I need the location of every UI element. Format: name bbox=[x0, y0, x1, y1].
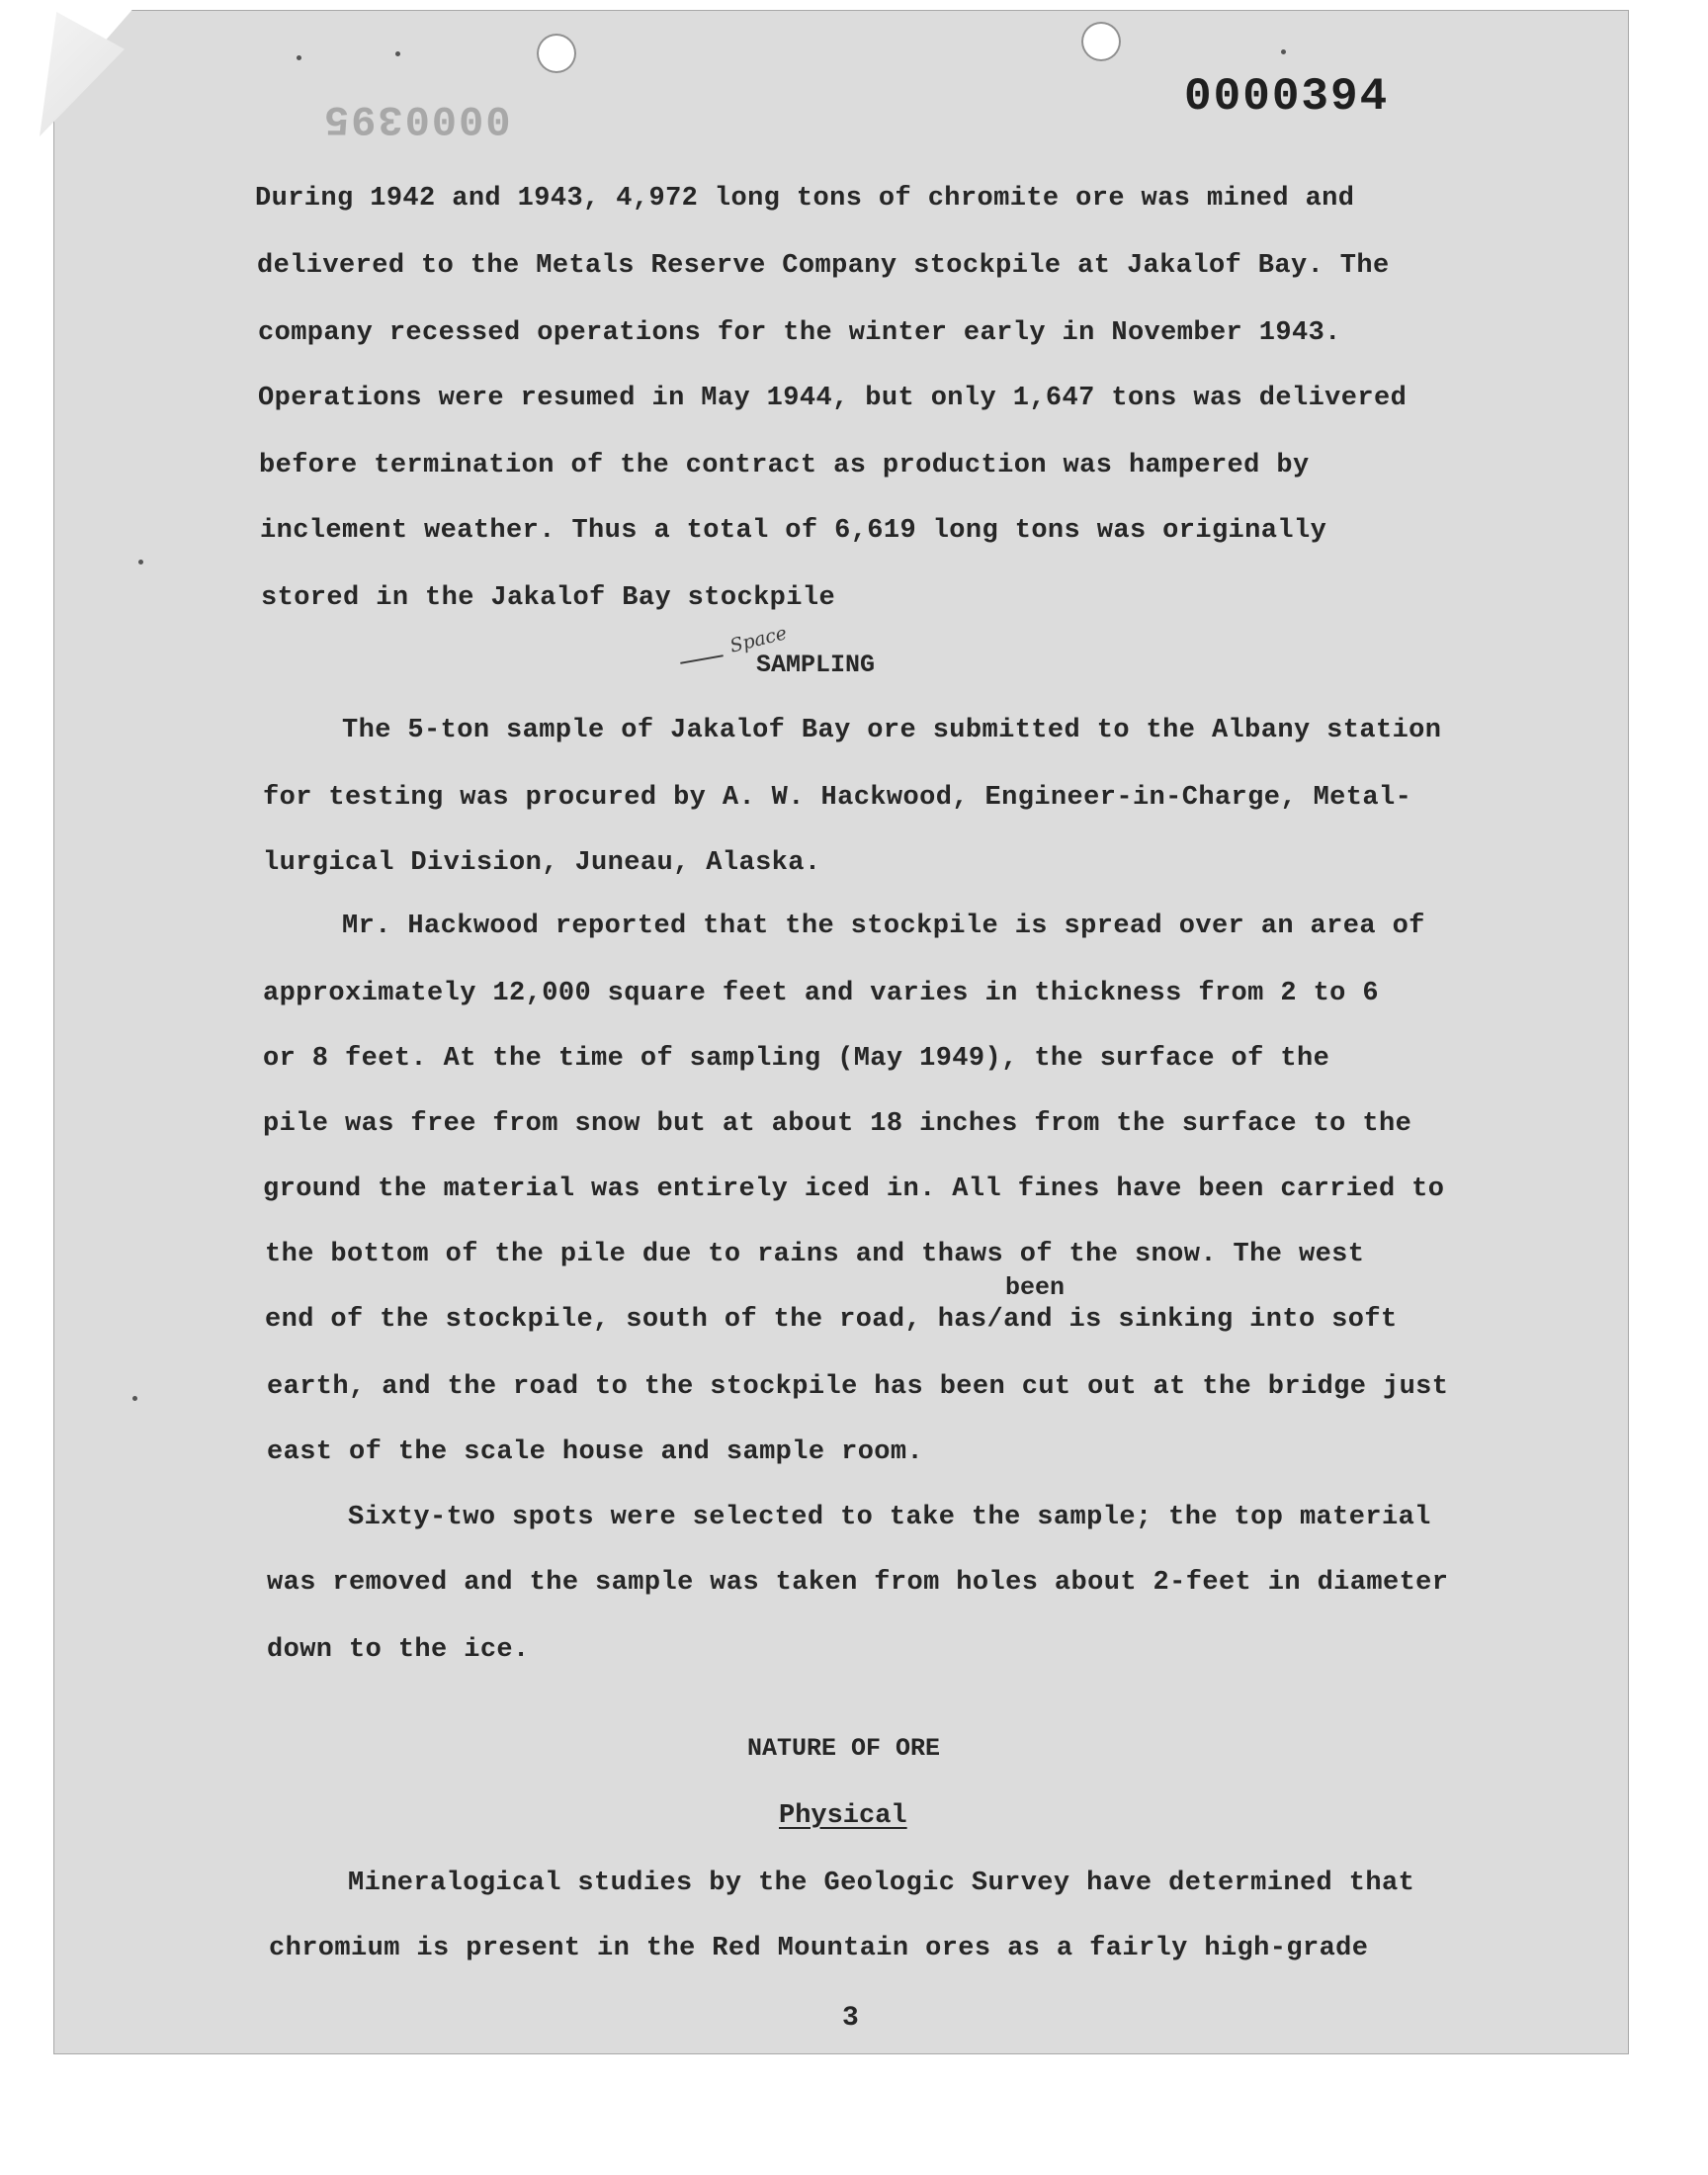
text-line: down to the ice. bbox=[267, 1635, 530, 1665]
speck bbox=[132, 1396, 137, 1401]
text-line: chromium is present in the Red Mountain ores as a fairly high-grade bbox=[269, 1934, 1369, 1963]
punch-hole-left bbox=[537, 34, 576, 73]
text-line: delivered to the Metals Reserve Company stockpile at Jakalof Bay. The bbox=[257, 251, 1390, 281]
text-line: earth, and the road to the stockpile has been cut out at the bridge just bbox=[267, 1372, 1449, 1402]
section-heading-sampling: SAMPLING bbox=[756, 651, 876, 679]
page-number: 3 bbox=[842, 2003, 859, 2034]
text-line: Mr. Hackwood reported that the stockpile is spread over an area of bbox=[342, 912, 1425, 941]
punch-hole-right bbox=[1081, 22, 1121, 61]
text-line: company recessed operations for the winter early in November 1943. bbox=[258, 318, 1341, 348]
text-line: The 5-ton sample of Jakalof Bay ore submitted to the Albany station bbox=[342, 716, 1442, 745]
text-line: Sixty-two spots were selected to take the sample; the top material bbox=[348, 1503, 1431, 1532]
text-line: Mineralogical studies by the Geologic Survey have determined that bbox=[348, 1869, 1415, 1898]
text-line: was removed and the sample was taken from holes about 2-feet in diameter bbox=[267, 1568, 1449, 1598]
document-number-bleedthrough: 0000395 bbox=[322, 95, 511, 142]
section-heading-nature-of-ore: NATURE OF ORE bbox=[747, 1734, 941, 1763]
text-line: the bottom of the pile due to rains and thaws of the snow. The west bbox=[265, 1240, 1365, 1269]
speck bbox=[297, 55, 301, 60]
text-line: or 8 feet. At the time of sampling (May 1949), the surface of the bbox=[263, 1044, 1330, 1074]
text-line: pile was free from snow but at about 18 inches from the surface to the bbox=[263, 1109, 1412, 1139]
typed-insertion: been bbox=[1005, 1273, 1066, 1302]
text-line: end of the stockpile, south of the road, has/and is sinking into soft bbox=[265, 1305, 1398, 1335]
text-line: stored in the Jakalof Bay stockpile bbox=[261, 583, 836, 613]
text-line: Operations were resumed in May 1944, but only 1,647 tons was delivered bbox=[258, 384, 1408, 413]
text-line: before termination of the contract as production was hampered by bbox=[259, 451, 1310, 480]
speck bbox=[395, 51, 400, 56]
speck bbox=[1281, 49, 1286, 54]
speck bbox=[138, 560, 143, 565]
subsection-heading-physical: Physical bbox=[779, 1801, 907, 1831]
text-line: ground the material was entirely iced in. All fines have been carried to bbox=[263, 1174, 1445, 1204]
text-line: inclement weather. Thus a total of 6,619 long tons was originally bbox=[260, 516, 1327, 546]
text-line: approximately 12,000 square feet and varies in thickness from 2 to 6 bbox=[263, 979, 1379, 1008]
text-line: lurgical Division, Juneau, Alaska. bbox=[263, 848, 821, 878]
text-line: east of the scale house and sample room. bbox=[267, 1437, 924, 1467]
handwritten-annotation: Space bbox=[727, 622, 790, 657]
text-line: for testing was procured by A. W. Hackwood, Engineer-in-Charge, Metal- bbox=[263, 783, 1412, 813]
document-number: 0000394 bbox=[1184, 71, 1390, 123]
text-line: During 1942 and 1943, 4,972 long tons of chromite ore was mined and bbox=[255, 184, 1355, 214]
